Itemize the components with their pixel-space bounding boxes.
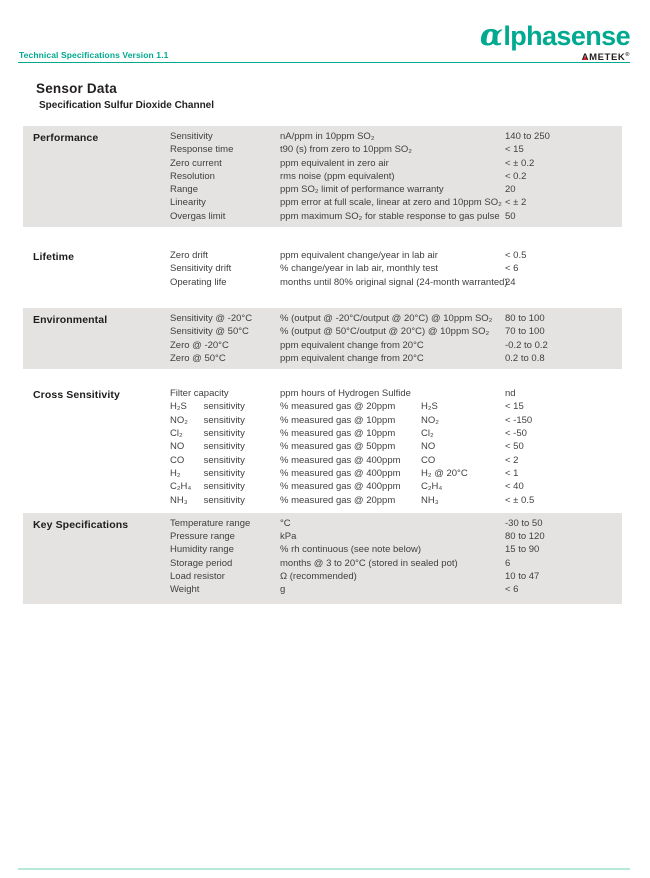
spec-row xyxy=(23,494,622,507)
spec-gas: H₂S xyxy=(421,401,438,413)
spec-gas xyxy=(421,387,505,400)
spec-desc: t90 (s) from zero to 10ppm SO₂ xyxy=(280,144,412,156)
ametek-text: AMETEK xyxy=(581,52,626,63)
spec-row xyxy=(23,170,622,183)
spec-row xyxy=(23,414,622,427)
spec-desc: rms noise (ppm equivalent) xyxy=(280,170,395,182)
spec-desc: % (output @ 50°C/output @ 20°C) @ 10ppm SO₂ xyxy=(280,326,490,338)
spec-param: Storage period xyxy=(170,557,233,569)
spec-param: Zero current xyxy=(170,157,222,169)
spec-gas xyxy=(421,557,505,570)
spec-row xyxy=(23,400,622,413)
registered-mark: ® xyxy=(625,52,630,58)
spec-value: 80 to 120 xyxy=(505,531,545,543)
spec-desc: % measured gas @ 400ppm xyxy=(280,454,401,466)
spec-param: Sensitivity xyxy=(170,131,213,142)
spec-gas xyxy=(421,570,505,583)
spec-gas xyxy=(421,262,505,275)
spec-value: 140 to 250 xyxy=(505,131,550,142)
spec-desc: months @ 3 to 20°C (stored in sealed pot) xyxy=(280,557,458,569)
spec-value: < ± 2 xyxy=(505,197,527,209)
spec-value: < ± 0.5 xyxy=(505,494,535,506)
spec-gas xyxy=(421,352,505,365)
spec-row xyxy=(23,325,622,338)
spec-row xyxy=(23,454,622,467)
spec-desc: ppm SO₂ limit of performance warranty xyxy=(280,184,444,196)
spec-desc: % change/year in lab air, monthly test xyxy=(280,263,438,275)
spec-gas xyxy=(421,157,505,170)
spec-gas xyxy=(421,276,505,289)
spec-row xyxy=(23,157,622,170)
spec-gas xyxy=(421,130,505,143)
ametek-logo xyxy=(582,52,630,63)
spec-desc: ppm hours of Hydrogen Sulfide xyxy=(280,388,411,400)
spec-value: 10 to 47 xyxy=(505,571,540,583)
spec-value: 70 to 100 xyxy=(505,326,545,338)
spec-param: Pressure range xyxy=(170,531,235,543)
section-title: Environmental xyxy=(33,313,108,326)
spec-value: < 15 xyxy=(505,144,524,156)
spec-row xyxy=(23,570,622,583)
spec-gas xyxy=(421,583,505,596)
spec-value: < 40 xyxy=(505,481,524,493)
spec-param: Overgas limit xyxy=(170,210,226,222)
spec-row xyxy=(23,530,622,543)
spec-value: < -50 xyxy=(505,428,527,440)
spec-param: Cl₂ sensitivity xyxy=(170,428,245,440)
spec-param: Weight xyxy=(170,584,200,596)
spec-desc: ppm error at full scale, linear at zero and 10ppm SO₂ xyxy=(280,197,502,209)
header-divider xyxy=(18,62,630,63)
spec-desc: % measured gas @ 20ppm xyxy=(280,401,396,413)
spec-value: < ± 0.2 xyxy=(505,157,535,169)
spec-value: nd xyxy=(505,388,516,400)
spec-gas: Cl₂ xyxy=(421,428,434,440)
section-title: Lifetime xyxy=(33,251,75,264)
spec-row xyxy=(23,196,622,209)
spec-desc: kPa xyxy=(280,531,297,543)
spec-param: Zero @ -20°C xyxy=(170,339,229,351)
spec-param: Sensitivity @ -20°C xyxy=(170,312,253,324)
spec-desc: ppm equivalent change/year in lab air xyxy=(280,250,438,262)
doc-version-label: Technical Specifications Version 1.1 xyxy=(19,50,169,60)
spec-content xyxy=(23,126,622,604)
spec-param: Sensitivity drift xyxy=(170,263,232,275)
spec-gas: H₂ @ 20°C xyxy=(421,467,468,479)
spec-row xyxy=(23,276,622,289)
spec-desc: % (output @ -20°C/output @ 20°C) @ 10ppm SO₂ xyxy=(280,312,493,324)
spec-row xyxy=(23,583,622,596)
spec-row xyxy=(23,339,622,352)
spec-row xyxy=(23,557,622,570)
section-key-specifications xyxy=(23,513,622,604)
spec-param: H₂S sensitivity xyxy=(170,401,245,413)
spec-desc: % measured gas @ 10ppm xyxy=(280,414,396,426)
spec-param: C₂H₄ sensitivity xyxy=(170,481,245,493)
spec-value: < 6 xyxy=(505,584,519,596)
spec-param: NO₂ sensitivity xyxy=(170,414,245,426)
section-lifetime xyxy=(23,245,622,293)
footer-divider xyxy=(18,868,630,870)
spec-gas: CO xyxy=(421,454,436,466)
spec-value: 0.2 to 0.8 xyxy=(505,352,545,364)
section-title: Key Specifications xyxy=(33,518,129,531)
spec-param: Operating life xyxy=(170,276,227,288)
spec-value: 15 to 90 xyxy=(505,544,540,556)
spec-param: Linearity xyxy=(170,197,206,209)
spec-gas xyxy=(421,210,505,223)
spec-gas: NH₃ xyxy=(421,494,439,506)
spec-desc: % measured gas @ 20ppm xyxy=(280,494,396,506)
spec-row xyxy=(23,183,622,196)
spec-param: NO sensitivity xyxy=(170,441,245,453)
spec-gas xyxy=(421,249,505,262)
spec-desc: % measured gas @ 10ppm xyxy=(280,428,396,440)
spec-param: Zero @ 50°C xyxy=(170,352,226,364)
page-subtitle: Specification Sulfur Dioxide Channel xyxy=(39,100,215,111)
spec-gas xyxy=(421,143,505,156)
spec-param: Temperature range xyxy=(170,517,251,529)
spec-gas xyxy=(421,183,505,196)
page-title: Sensor Data xyxy=(36,81,117,96)
spec-gas: NO₂ xyxy=(421,414,439,426)
spec-value: < 0.5 xyxy=(505,250,527,262)
spec-desc: ppm equivalent change from 20°C xyxy=(280,339,424,351)
spec-desc: g xyxy=(280,584,286,596)
section-environmental xyxy=(23,308,622,369)
spec-row xyxy=(23,440,622,453)
section-performance xyxy=(23,126,622,227)
spec-row xyxy=(23,352,622,365)
spec-row xyxy=(23,480,622,493)
spec-param: H₂ sensitivity xyxy=(170,467,245,479)
spec-gas xyxy=(421,196,505,209)
spec-desc: °C xyxy=(280,517,291,529)
spec-value: -30 to 50 xyxy=(505,517,543,529)
spec-param: Sensitivity @ 50°C xyxy=(170,326,249,338)
spec-value: < -150 xyxy=(505,414,533,426)
spec-desc: nA/ppm in 10ppm SO₂ xyxy=(280,131,375,142)
spec-value: < 0.2 xyxy=(505,170,527,182)
spec-param: Load resistor xyxy=(170,571,225,583)
spec-value: 20 xyxy=(505,184,516,196)
spec-gas xyxy=(421,312,505,325)
spec-value: 24 xyxy=(505,276,516,288)
spec-gas xyxy=(421,517,505,530)
spec-gas xyxy=(421,170,505,183)
spec-gas: NO xyxy=(421,441,436,453)
spec-value: -0.2 to 0.2 xyxy=(505,339,548,351)
spec-desc: Ω (recommended) xyxy=(280,571,357,583)
spec-row xyxy=(23,543,622,556)
spec-gas: C₂H₄ xyxy=(421,481,443,493)
spec-desc: % rh continuous (see note below) xyxy=(280,544,421,556)
spec-value: < 50 xyxy=(505,441,524,453)
spec-param: Resolution xyxy=(170,170,215,182)
spec-value: 80 to 100 xyxy=(505,312,545,324)
spec-param: Filter capacity xyxy=(170,388,229,400)
spec-param: Response time xyxy=(170,144,234,156)
spec-param: CO sensitivity xyxy=(170,454,245,466)
spec-row xyxy=(23,467,622,480)
spec-value: 50 xyxy=(505,210,516,222)
spec-param: Humidity range xyxy=(170,544,234,556)
spec-gas xyxy=(421,339,505,352)
spec-row xyxy=(23,143,622,156)
section-cross-sensitivity xyxy=(23,383,622,511)
spec-row xyxy=(23,210,622,223)
spec-row xyxy=(23,130,622,143)
spec-value: < 6 xyxy=(505,263,519,275)
spec-row xyxy=(23,249,622,262)
spec-value: < 2 xyxy=(505,454,519,466)
logo-text: lphasense xyxy=(503,21,630,51)
spec-param: Zero drift xyxy=(170,250,209,262)
spec-desc: % measured gas @ 50ppm xyxy=(280,441,396,453)
spec-gas xyxy=(421,325,505,338)
spec-gas xyxy=(421,543,505,556)
spec-desc: % measured gas @ 400ppm xyxy=(280,481,401,493)
spec-row xyxy=(23,312,622,325)
spec-row xyxy=(23,427,622,440)
section-title: Performance xyxy=(33,132,99,144)
spec-desc: ppm maximum SO₂ for stable response to gas pulse xyxy=(280,210,500,222)
section-title: Cross Sensitivity xyxy=(33,389,120,402)
spec-desc: % measured gas @ 400ppm xyxy=(280,467,401,479)
spec-param: NH₃ sensitivity xyxy=(170,494,245,506)
spec-desc: ppm equivalent change from 20°C xyxy=(280,352,424,364)
alpha-glyph: α xyxy=(479,18,503,53)
spec-desc: months until 80% original signal (24-month warranted) xyxy=(280,276,508,288)
spec-desc: ppm equivalent in zero air xyxy=(280,157,389,169)
spec-row xyxy=(23,262,622,275)
alphasense-logo xyxy=(479,18,630,53)
spec-value: < 15 xyxy=(505,401,524,413)
spec-value: < 1 xyxy=(505,467,519,479)
spec-value: 6 xyxy=(505,557,511,569)
spec-gas xyxy=(421,530,505,543)
spec-param: Range xyxy=(170,184,198,196)
